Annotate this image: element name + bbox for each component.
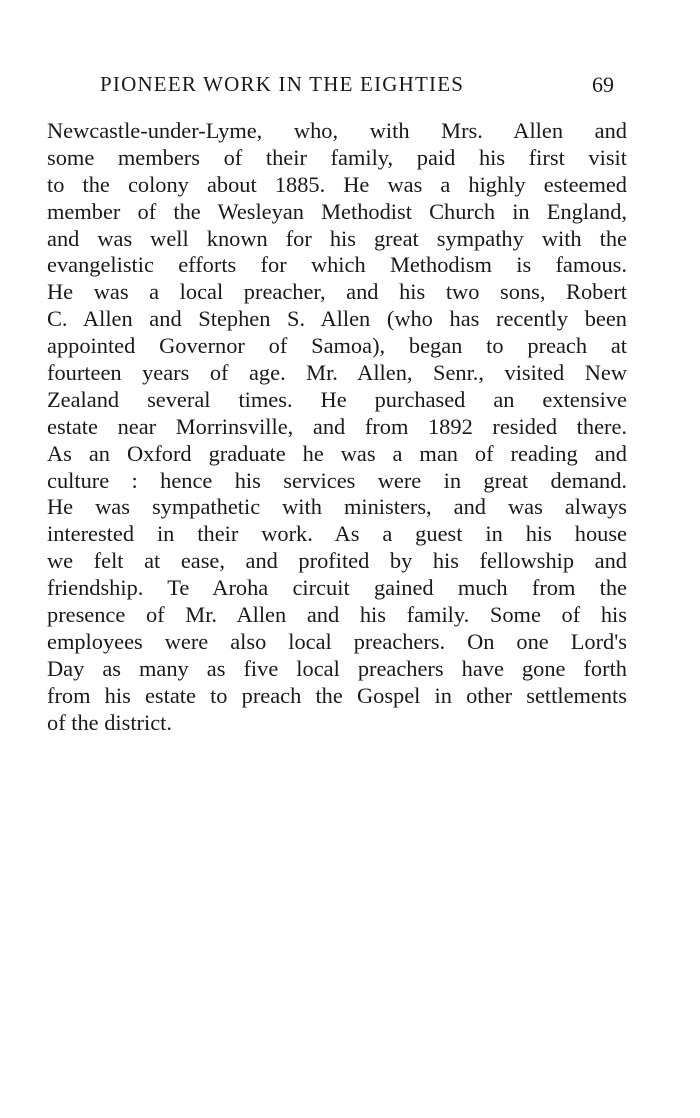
text-line: employees were also local preachers. On one Lord's xyxy=(47,628,627,654)
text-line: to the colony about 1885. He was a highly esteemed xyxy=(47,171,627,197)
text-line: from his estate to preach the Gospel in other settlements xyxy=(47,682,627,708)
text-line: interested in their work. As a guest in his house xyxy=(47,521,627,547)
text-line: evangelistic efforts for which Methodism is famous. xyxy=(47,252,627,278)
text-line: He was a local preacher, and his two sons, Robert xyxy=(47,279,627,305)
text-line: appointed Governor of Samoa), began to preach at xyxy=(47,333,627,359)
text-line: of the district. xyxy=(47,709,172,735)
text-line: we felt at ease, and profited by his fellowship and xyxy=(47,548,627,574)
text-line: Newcastle-under-Lyme, who, with Mrs. Allen and xyxy=(47,118,627,143)
text-line: member of the Wesleyan Methodist Church in England, xyxy=(47,198,627,224)
text-line: presence of Mr. Allen and his family. Some of his xyxy=(47,602,627,628)
running-header xyxy=(100,72,614,106)
text-line: He was sympathetic with ministers, and was always xyxy=(47,494,627,520)
body-paragraph xyxy=(47,118,627,736)
text-line: Day as many as five local preachers have gone forth xyxy=(47,655,627,681)
text-line: and was well known for his great sympathy with the xyxy=(47,225,627,251)
text-line: estate near Morrinsville, and from 1892 resided there. xyxy=(47,413,627,439)
running-title: PIONEER WORK IN THE EIGHTIES xyxy=(100,72,465,96)
text-line: fourteen years of age. Mr. Allen, Senr., visited New xyxy=(47,360,627,386)
page-number: 69 xyxy=(592,72,614,97)
text-line: C. Allen and Stephen S. Allen (who has recently been xyxy=(47,306,627,332)
text-line: Zealand several times. He purchased an extensive xyxy=(47,386,627,412)
text-line: culture : hence his services were in great demand. xyxy=(47,467,627,493)
text-line: friendship. Te Aroha circuit gained much from the xyxy=(47,575,627,601)
text-line: As an Oxford graduate he was a man of reading and xyxy=(47,440,627,466)
text-line: some members of their family, paid his first visit xyxy=(47,144,627,170)
